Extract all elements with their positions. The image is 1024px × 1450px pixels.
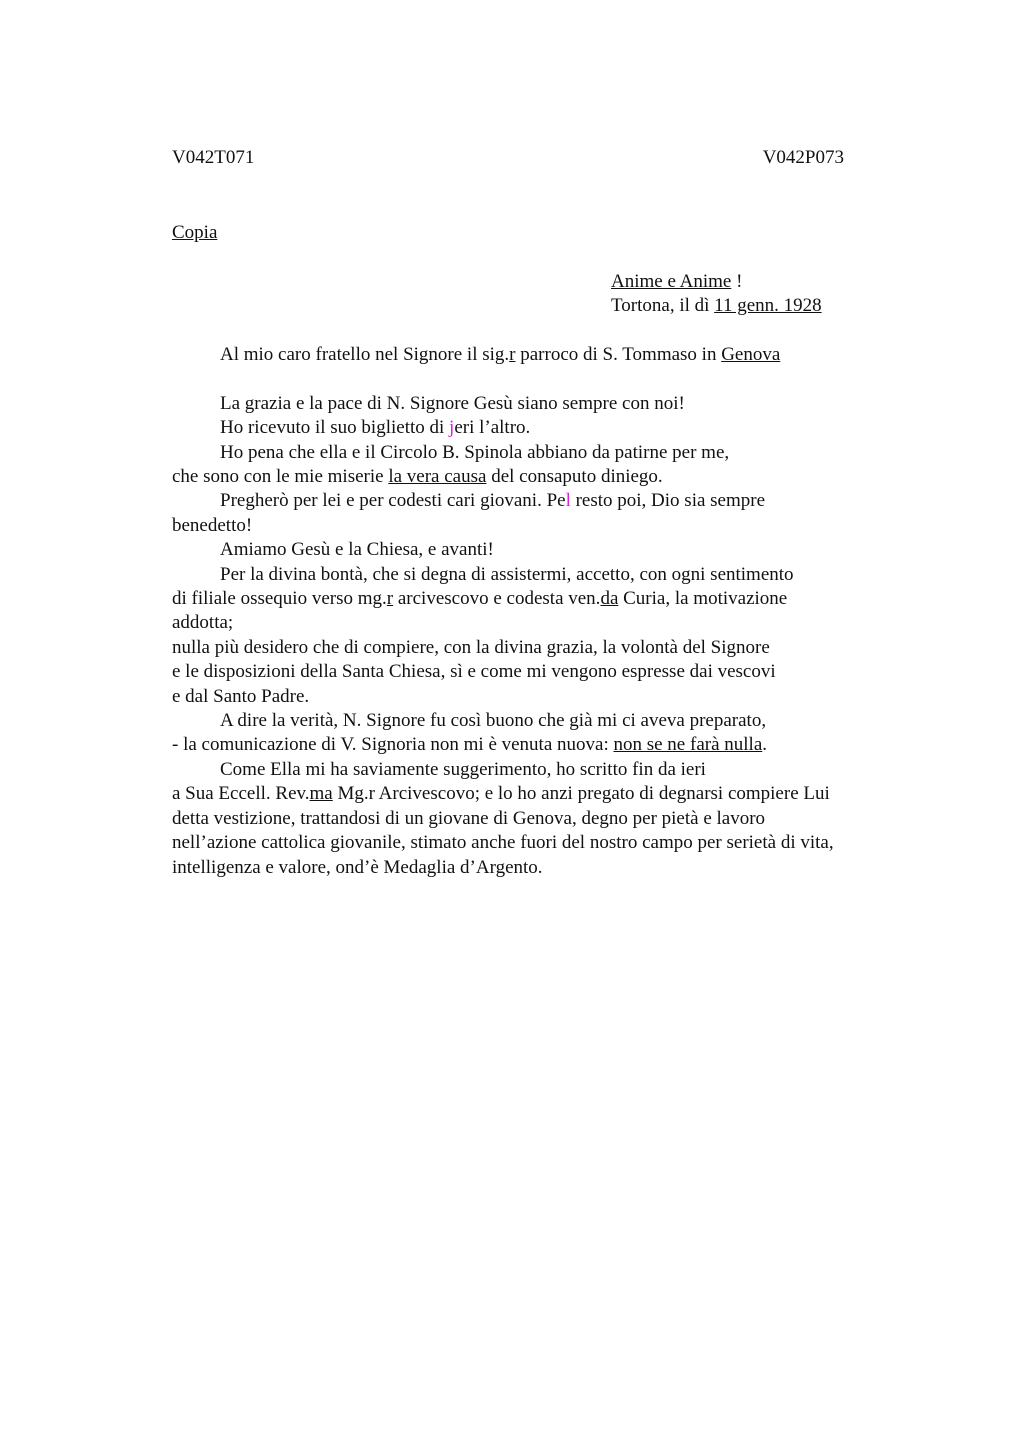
- body-line-7: Amiamo Gesù e la Chiesa, e avanti!: [220, 539, 494, 561]
- date-block: [611, 270, 822, 318]
- body-line-17: [172, 782, 902, 806]
- underlined-abbrev: da: [600, 588, 619, 610]
- text-span: Curia, la motivazione: [618, 588, 788, 610]
- body-line-13: e dal Santo Padre.: [172, 685, 310, 707]
- motto-line: [611, 270, 822, 294]
- place-prefix: Tortona, il dì: [611, 295, 715, 316]
- copy-label: Copia: [172, 222, 218, 243]
- document-code-left: V042T071: [172, 147, 255, 168]
- underlined-abbrev: ma: [309, 783, 333, 805]
- body-line-15: [172, 733, 902, 757]
- body-line-8: Per la divina bontà, che si degna di assistermi, accetto, con ogni sentimento: [220, 563, 794, 585]
- text-span: di filiale ossequio verso mg.: [172, 588, 387, 610]
- address-part: Al mio caro fratello nel Signore il sig.: [220, 344, 510, 365]
- body-line-11: nulla più desidero che di compiere, con la divina grazia, la volontà del Signore: [172, 636, 770, 658]
- text-span: che sono con le mie miserie: [172, 466, 389, 488]
- motto-mark: !: [731, 271, 743, 292]
- text-span: - la comunicazione di V. Signoria non mi è venuta nuova:: [172, 734, 614, 756]
- body-line-4: [172, 465, 902, 489]
- address-part: parroco di S. Tommaso in: [515, 344, 722, 365]
- address-city: Genova: [721, 344, 781, 365]
- place-date-line: [611, 294, 822, 318]
- body-line-18: detta vestizione, trattandosi di un giovane di Genova, degno per pietà e lavoro: [172, 807, 766, 829]
- body-line-9: [172, 587, 902, 611]
- body-line-14: A dire la verità, N. Signore fu così buono che già mi ci aveva preparato,: [220, 710, 767, 732]
- body-line-12: e le disposizioni della Santa Chiesa, sì e come mi vengono espresse dai vescovi: [172, 661, 776, 683]
- underlined-phrase: non se ne farà nulla: [613, 734, 763, 756]
- underlined-abbrev: r: [386, 588, 394, 610]
- text-span: eri l’altro.: [454, 417, 531, 439]
- body-line-1: La grazia e la pace di N. Signore Gesù siano sempre con noi!: [220, 392, 685, 414]
- body-line-19: nell’azione cattolica giovanile, stimato anche fuori del nostro campo per serietà di vita,: [172, 832, 834, 854]
- text-span: resto poi, Dio sia sempre: [570, 490, 766, 512]
- body-line-5: [172, 489, 902, 513]
- body-line-3: Ho pena che ella e il Circolo B. Spinola abbiano da patirne per me,: [220, 441, 730, 463]
- body-line-2: [172, 416, 902, 440]
- body-line-16: Come Ella mi ha saviamente suggerimento, ho scritto fin da ieri: [220, 758, 706, 780]
- letter-date: 11 genn. 1928: [714, 295, 822, 316]
- text-span: a Sua Eccell. Rev.: [172, 783, 310, 805]
- text-span: .: [762, 734, 768, 756]
- motto: Anime e Anime: [611, 271, 732, 292]
- text-span: Ho ricevuto il suo biglietto di: [220, 417, 450, 439]
- text-span: arcivescovo e codesta ven.: [393, 588, 601, 610]
- highlighted-letter: j: [449, 417, 455, 439]
- text-span: del consaputo diniego.: [486, 466, 663, 488]
- body-line-20: intelligenza e valore, ond’è Medaglia d’Argento.: [172, 856, 543, 878]
- underlined-phrase: la vera causa: [388, 466, 487, 488]
- body-line-6: benedetto!: [172, 514, 253, 536]
- address-superscript-r: r: [509, 344, 516, 365]
- body-line-10: addotta;: [172, 612, 234, 634]
- text-span: Mg.r Arcivescovo; e lo ho anzi pregato di degnarsi compiere Lui: [332, 783, 830, 805]
- letter-body: [172, 343, 902, 880]
- highlighted-letter: l: [565, 490, 571, 512]
- address-line: [172, 343, 902, 367]
- document-code-right: V042P073: [762, 147, 844, 168]
- paragraph-gap: [172, 367, 902, 391]
- text-span: Pregherò per lei e per codesti cari giovani. Pe: [220, 490, 566, 512]
